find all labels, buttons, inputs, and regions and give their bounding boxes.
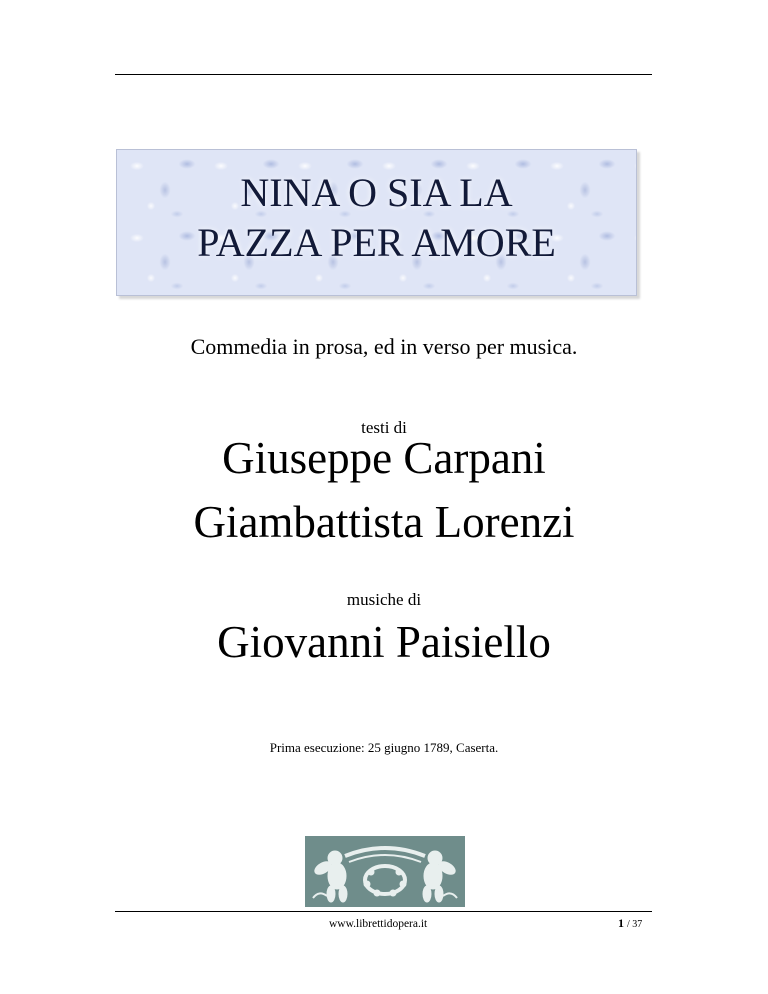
page-current: 1 — [618, 916, 624, 930]
bottom-rule — [115, 911, 652, 912]
music-label: musiche di — [346, 590, 422, 609]
title-banner — [116, 149, 637, 296]
subtitle: Commedia in prosa, ed in verso per musica. — [190, 334, 578, 359]
page-total: / 37 — [627, 919, 643, 930]
author-name: Giuseppe Carpani — [222, 433, 546, 483]
author-name: Giambattista Lorenzi — [193, 497, 575, 547]
footer-url: www.librettidopera.it — [329, 918, 428, 930]
texts-label: testi di — [361, 418, 407, 437]
opera-title: NINA O SIA LA PAZZA PER AMORE — [197, 170, 556, 265]
cherubs-wreath-emblem-icon — [305, 836, 465, 907]
premiere-info: Prima esecuzione: 25 giugno 1789, Caserta. — [269, 740, 499, 755]
composer-name: Giovanni Paisiello — [217, 617, 551, 667]
top-rule — [115, 74, 652, 75]
page-number — [618, 916, 642, 931]
